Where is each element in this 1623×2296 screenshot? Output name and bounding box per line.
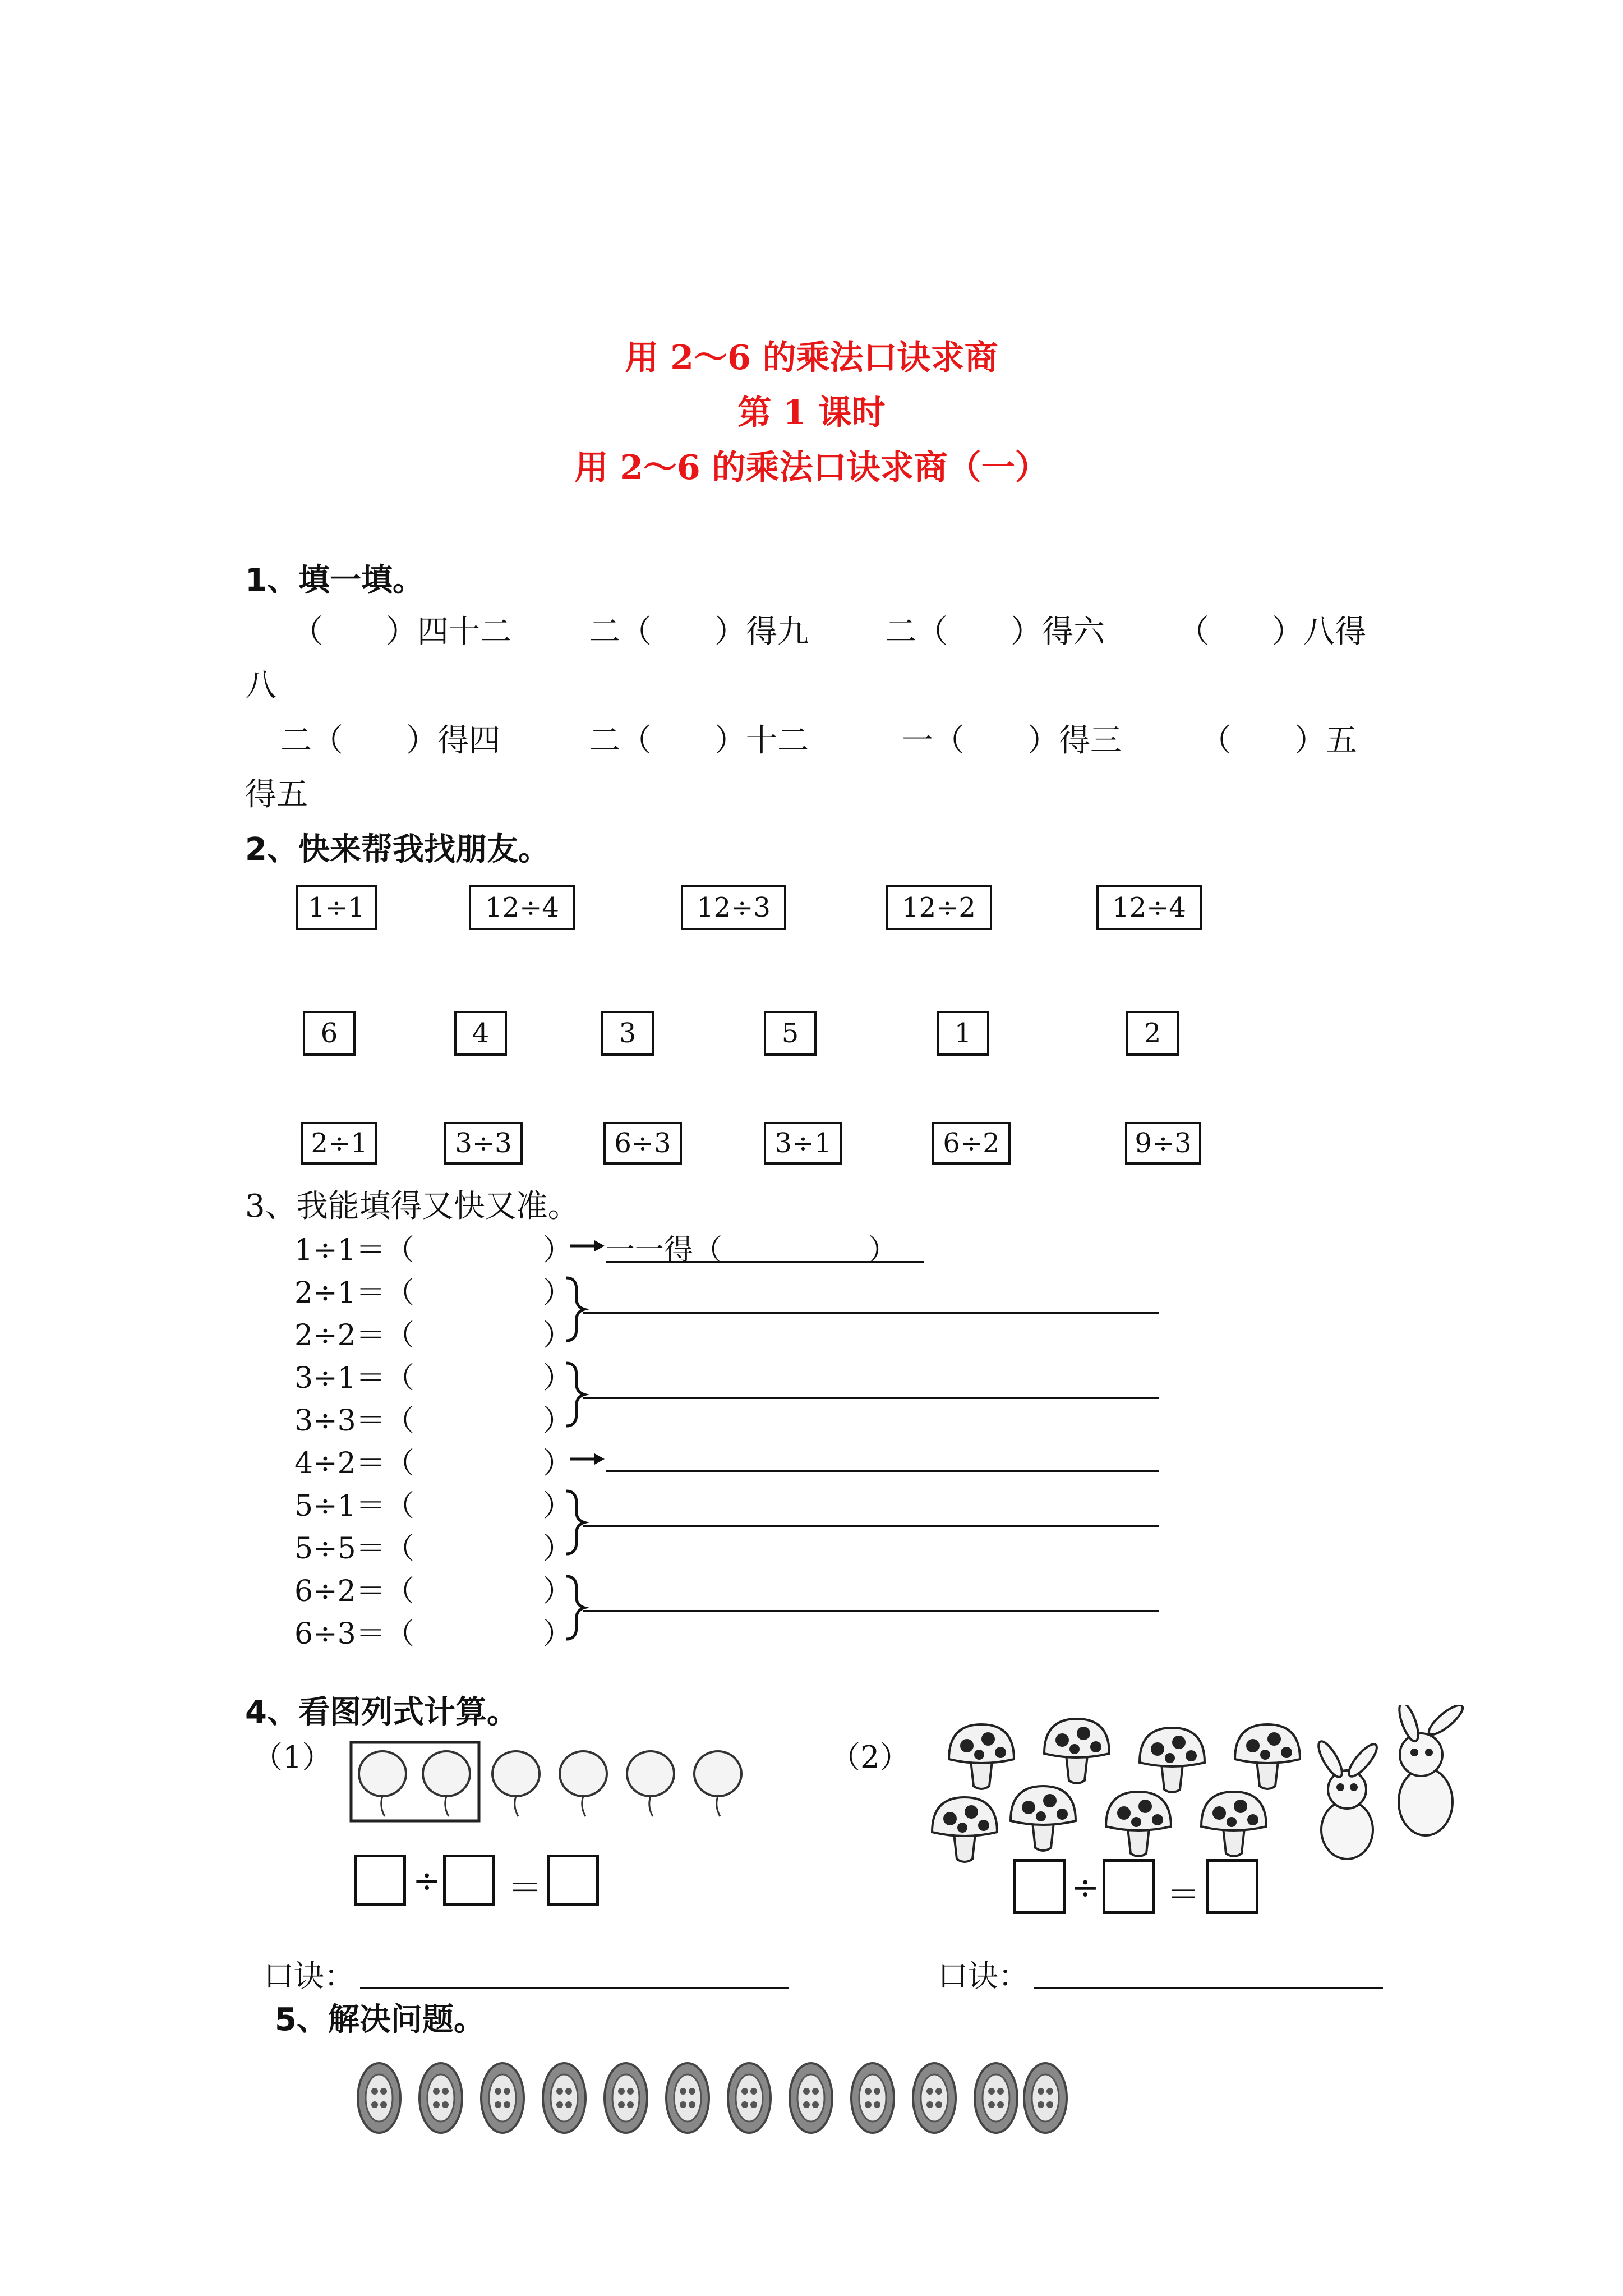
button-icon [913,2063,956,2133]
rabbit-icon [1395,1705,1466,1835]
answer-line[interactable] [583,1397,1159,1399]
q1-blank[interactable]: （ ）四十二 [292,614,511,650]
page-title: 用 2～6 的乘法口诀求商 [625,338,998,378]
q1-heading: 1、填一填。 [245,562,424,599]
division-card[interactable]: 6÷3 [603,1122,682,1165]
mushroom-icon [1140,1728,1205,1792]
answer-line[interactable] [606,1261,924,1263]
mushroom-icon [949,1724,1014,1789]
button-icon [790,2063,832,2133]
answer-box[interactable] [1103,1859,1155,1914]
close-paren: ） [543,1575,573,1608]
equation: 2÷2＝（ [294,1319,414,1352]
buttons-picture [348,2053,1077,2143]
close-paren: ） [543,1276,573,1310]
lesson-title: 用 2～6 的乘法口诀求商（一） [574,448,1049,487]
close-paren: ） [543,1489,573,1523]
lesson-subtitle: 第 1 课时 [737,393,886,432]
answer-box[interactable] [1206,1859,1258,1914]
mushroom-icon [932,1797,997,1862]
equation: 5÷1＝（ [294,1489,414,1523]
divide-sign: ÷ [1071,1868,1100,1907]
button-icon [728,2063,771,2133]
division-card[interactable]: 3÷1 [764,1122,842,1165]
answer-card[interactable]: 3 [601,1011,654,1056]
q1-blank[interactable]: （ ）五 [1200,723,1357,759]
answer-box[interactable] [443,1855,495,1906]
button-icon [666,2063,709,2133]
q1-blank[interactable]: 二（ ）得九 [589,614,809,650]
mushroom-icon [1201,1792,1266,1856]
answer-line[interactable] [606,1470,1159,1472]
mushroom-icon [1106,1792,1171,1856]
close-paren: ） [543,1361,573,1395]
button-icon [605,2063,647,2133]
division-card[interactable]: 12÷4 [469,885,575,930]
equation: 6÷3＝（ [294,1617,414,1651]
q1-blank[interactable]: 二（ ）十二 [589,723,809,759]
division-card[interactable]: 3÷3 [444,1122,523,1165]
arrow-icon [570,1453,605,1465]
close-paren: ） [543,1404,573,1438]
button-icon [1024,2063,1067,2133]
close-paren: ） [543,1447,573,1480]
q5-heading: 5、解决问题。 [275,2001,485,2038]
button-icon [358,2063,400,2133]
button-icon [481,2063,524,2133]
q2-heading: 2、快来帮我找朋友。 [245,831,550,868]
division-card[interactable]: 12÷4 [1096,885,1202,930]
answer-card[interactable]: 4 [454,1011,507,1056]
button-icon [543,2063,585,2133]
q1-blank[interactable]: 一（ ）得三 [902,723,1122,759]
button-icon [851,2063,894,2133]
answer-card[interactable]: 2 [1126,1011,1179,1056]
answer-box[interactable] [354,1855,406,1906]
balloon-icon [423,1751,470,1816]
answer-card[interactable]: 5 [764,1011,817,1056]
mnemonic-line[interactable] [1034,1987,1383,1989]
button-icon [975,2063,1017,2133]
mushroom-icon [1044,1719,1109,1783]
mushroom-icon [1235,1724,1300,1789]
q1-row-2-wrap: 得五 [245,776,308,813]
division-card[interactable]: 6÷2 [932,1122,1011,1165]
answer-box[interactable] [547,1855,599,1906]
balloon-icon [492,1751,540,1816]
mnemonic-label: 口诀： [938,1958,1029,1994]
equation: 2÷1＝（ [294,1276,414,1310]
rabbit-icon [1315,1738,1381,1859]
answer-card[interactable]: 1 [937,1011,989,1056]
answer-line[interactable] [583,1610,1159,1612]
q1-row-1-wrap: 八 [245,668,276,704]
example-answer: 一一得（ ） [606,1234,898,1267]
arrow-icon [570,1240,605,1251]
division-card[interactable]: 1÷1 [296,885,377,930]
close-paren: ） [543,1319,573,1352]
division-card[interactable]: 9÷3 [1125,1122,1201,1165]
mnemonic-label: 口诀： [264,1958,354,1994]
balloon-icon [694,1751,741,1816]
answer-card[interactable]: 6 [303,1011,356,1056]
balloon-icon [359,1751,406,1816]
equation: 3÷3＝（ [294,1404,414,1438]
close-paren: ） [543,1532,573,1566]
balloon-icon [627,1751,674,1816]
equals-sign: ＝ [1166,1875,1200,1915]
part-2-label: （2） [830,1740,910,1775]
mushroom-picture [931,1705,1492,1874]
balloon-icon [560,1751,607,1816]
equation: 1÷1＝（ [294,1234,414,1267]
divide-sign: ÷ [413,1861,441,1901]
mushroom-icon [1011,1786,1076,1851]
balloon-picture [348,1739,763,1829]
equation: 3÷1＝（ [294,1361,414,1395]
q4-heading: 4、看图列式计算。 [245,1694,518,1731]
q1-blank[interactable]: 二（ ）得六 [885,614,1105,650]
division-card[interactable]: 12÷2 [886,885,992,930]
equation: 5÷5＝（ [294,1532,414,1566]
q1-blank[interactable]: 二（ ）得四 [280,723,500,759]
equation: 6÷2＝（ [294,1575,414,1608]
answer-line[interactable] [583,1312,1159,1314]
answer-line[interactable] [583,1525,1159,1527]
division-card[interactable]: 2÷1 [301,1122,377,1165]
mnemonic-line[interactable] [360,1987,789,1989]
equals-sign: ＝ [508,1869,542,1908]
button-icon [419,2063,462,2133]
equation: 4÷2＝（ [294,1447,414,1480]
close-paren: ） [543,1234,573,1267]
q3-heading: 3、我能填得又快又准。 [245,1188,579,1225]
division-card[interactable]: 12÷3 [681,885,786,930]
close-paren: ） [543,1617,573,1651]
q1-blank[interactable]: （ ）八得 [1178,614,1366,650]
part-1-label: （1） [252,1740,333,1775]
answer-box[interactable] [1013,1859,1066,1914]
